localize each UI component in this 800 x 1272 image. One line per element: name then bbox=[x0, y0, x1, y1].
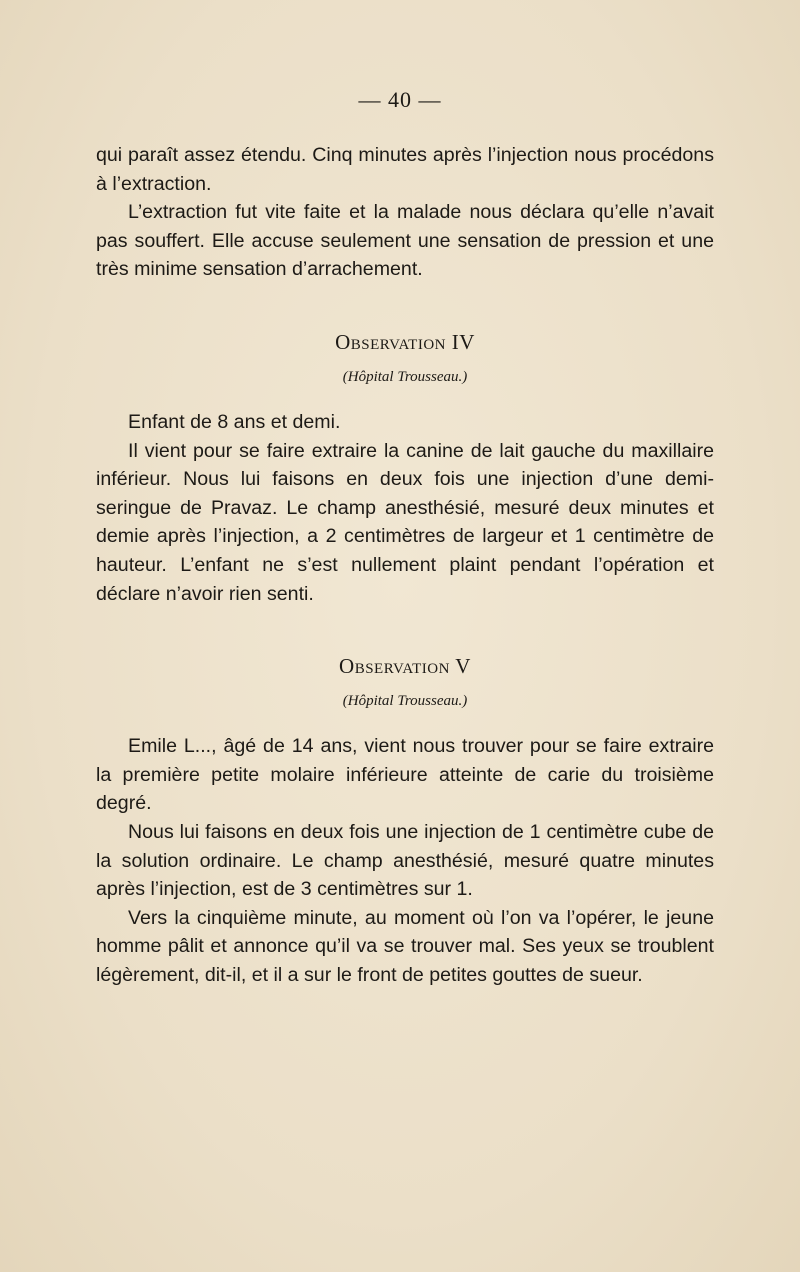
paragraph: Emile L..., âgé de 14 ans, vient nous trouver pour se faire extraire la première petite molaire inférieure atteinte de carie du troisième degré. bbox=[96, 735, 714, 815]
page-number: — 40 — bbox=[358, 87, 442, 112]
observation-v-location: (Hôpital Trousseau.) bbox=[342, 693, 468, 710]
paragraph: L’extraction fut vite faite et la malade nous déclara qu’elle n’avait pas souffert. Elle accuse seulement une sensation de pression et une très minime sensation d’arrachement. bbox=[96, 201, 714, 281]
observation-iv-location: (Hôpital Trousseau.) bbox=[342, 368, 468, 385]
paragraph: Enfant de 8 ans et demi. bbox=[128, 410, 341, 433]
paragraph: Vers la cinquième minute, au moment où l’on va l’opérer, le jeune homme pâlit et annonce qu’il va se trouver mal. Ses yeux se troublent légèrement, dit-il, et il a sur le front de petites gouttes de sueur. bbox=[96, 906, 714, 986]
paragraph: Nous lui faisons en deux fois une injection de 1 centimètre cube de la solution ordinaire. Le champ anesthésié, mesuré quatre minutes après l’injection, est de 3 centimètres sur 1. bbox=[96, 820, 714, 901]
paragraph: Il vient pour se faire extraire la canine de lait gauche du maxillaire inférieur. Nous lui faisons en deux fois une injection d’une demi-seringue de Pravaz. Le champ anesthésié, mesuré deux minutes et demie après l’injection, a 2 centimètres de largeur et 1 centimètre de hauteur. L’enfant ne s’est nullement plaint pendant l’opération et déclare n’avoir rien senti. bbox=[96, 439, 714, 605]
observation-v-heading: Observation V bbox=[339, 654, 471, 679]
paragraph: qui paraît assez étendu. Cinq minutes après l’injection nous procédons à l’extraction. bbox=[96, 144, 714, 195]
page-body bbox=[96, 141, 714, 989]
observation-iv-heading: Observation IV bbox=[335, 329, 475, 354]
